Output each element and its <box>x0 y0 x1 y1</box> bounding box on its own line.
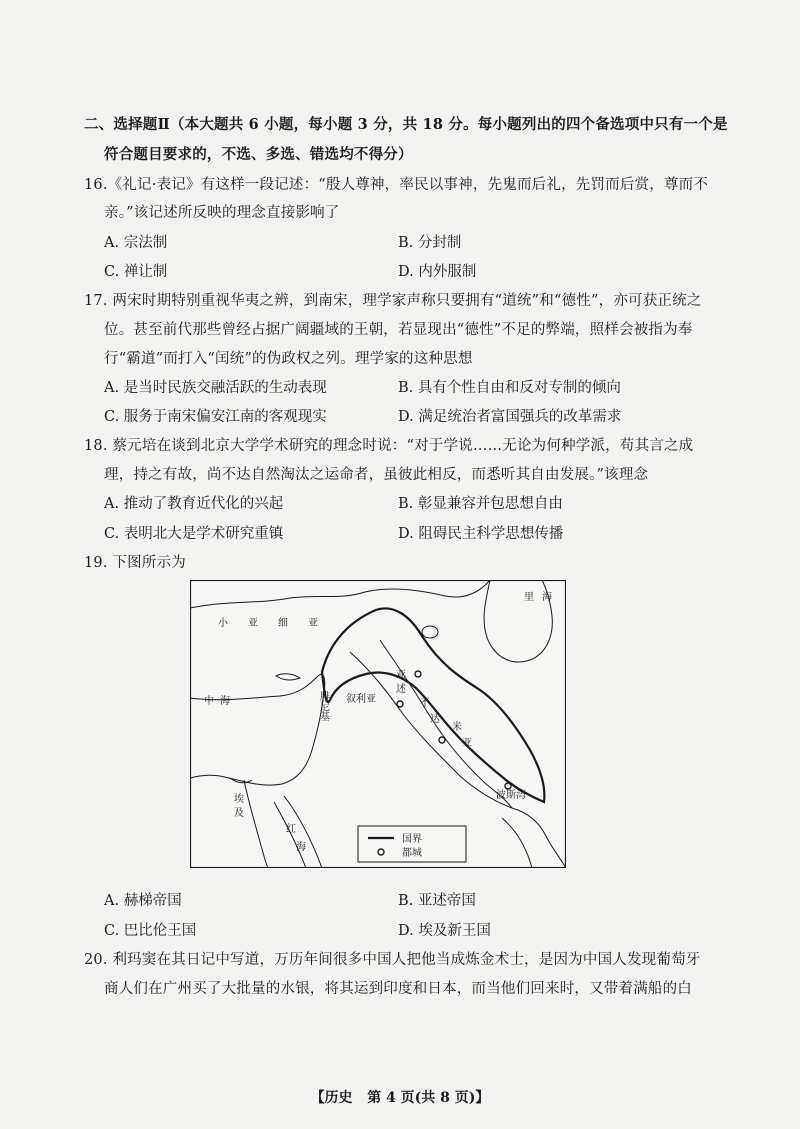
q16-option-b[interactable]: B. 分封制 <box>398 235 462 251</box>
q16-stem-line1: 16.《礼记·表记》有这样一段记述：“殷人尊神，率民以事神，先鬼而后礼，先罚而后赏，尊而不 <box>84 177 709 193</box>
q18-stem-line2: 理，持之有故，尚不达自然淘汰之运命者，虽彼此相反，而悉听其自由发展。”该理念 <box>104 467 649 483</box>
capital-marker-assur <box>397 701 403 707</box>
q17-option-b[interactable]: B. 具有个性自由和反对专制的倾向 <box>398 380 621 396</box>
q16-option-a[interactable]: A. 宗法制 <box>104 235 168 251</box>
capital-marker-nineveh <box>415 671 421 677</box>
q17-option-d[interactable]: D. 满足统治者富国强兵的改革需求 <box>398 409 622 425</box>
label-sea-1: 里 <box>524 592 534 603</box>
label-babylon-2: 亚 <box>462 738 472 749</box>
label-med-1: 中 <box>204 696 214 707</box>
section-header-line2: 符合题目要求的，不选、多选、错选均不得分） <box>104 146 413 163</box>
q18-option-d[interactable]: D. 阻碍民主科学思想传播 <box>398 526 564 542</box>
label-asia-minor-2: 亚 <box>248 618 258 629</box>
label-babylon-1: 米 <box>452 722 462 733</box>
q19-option-a[interactable]: A. 赫梯帝国 <box>104 893 182 909</box>
label-assyria-1: 亚 <box>396 670 406 681</box>
capital-marker-babylon <box>439 737 445 743</box>
label-phoenicia-3: 基 <box>320 712 330 723</box>
label-egypt-1: 埃 <box>234 794 244 805</box>
section-header-line1: 二、选择题Ⅱ（本大题共 6 小题，每小题 3 分，共 18 分。每小题列出的四个备选项中只有一个是 <box>84 116 728 133</box>
q19-option-d[interactable]: D. 埃及新王国 <box>398 923 491 939</box>
q17-stem-line3: 行“霸道”而打入“闰统”的伪政权之列。理学家的这种思想 <box>104 351 473 367</box>
footer-page-number: 第 4 页(共 8 页)】 <box>367 1090 490 1106</box>
legend-capital-symbol <box>378 849 384 855</box>
label-persian-gulf: 波斯湾 <box>496 790 526 801</box>
q18-option-c[interactable]: C. 表明北大是学术研究重镇 <box>104 526 284 542</box>
q20-stem-line2: 商人们在广州买了大批量的水银，将其运到印度和日本，而当他们回来时，又带着满船的白 <box>104 981 692 997</box>
label-egypt-2: 及 <box>234 808 244 819</box>
q18-option-a[interactable]: A. 推动了教育近代化的兴起 <box>104 496 284 512</box>
page-footer <box>0 1087 800 1107</box>
legend-boundary-label: 国界 <box>402 834 422 845</box>
q16-option-d[interactable]: D. 内外服制 <box>398 264 477 280</box>
q18-stem-line1: 18. 蔡元培在谈到北京大学学术研究的理念时说：“对于学说……无论为何种学派，苟其言之成 <box>84 438 694 454</box>
label-red-sea-1: 红 <box>286 824 296 835</box>
label-asia-minor-3: 细 <box>278 618 288 629</box>
label-asia-minor-1: 小 <box>218 618 228 629</box>
q17-option-a[interactable]: A. 是当时民族交融活跃的生动表现 <box>104 380 327 396</box>
label-assyria-2: 述 <box>396 684 406 695</box>
q19-stem: 19. 下图所示为 <box>84 555 186 571</box>
q17-stem-line2: 位。甚至前代那些曾经占据广阔疆域的王朝，若显现出“德性”不足的弊端，照样会被指为奉 <box>104 322 693 338</box>
ancient-near-east-map <box>190 580 566 868</box>
label-meso-2: 达 <box>430 714 440 725</box>
label-red-sea-2: 海 <box>296 842 306 853</box>
label-meso-1: 不 <box>420 698 430 709</box>
q17-stem-line1: 17. 两宋时期特别重视华夷之辨，到南宋，理学家声称只要拥有“道统”和“德性”，亦可获正统之 <box>84 293 702 309</box>
q16-option-c[interactable]: C. 禅让制 <box>104 264 168 280</box>
label-asia-minor-4: 亚 <box>308 618 318 629</box>
label-med-2: 海 <box>220 696 230 707</box>
capital-marker-gulf <box>505 783 511 789</box>
q20-stem-line1: 20. 利玛窦在其日记中写道，万历年间很多中国人把他当成炼金术士，是因为中国人发现葡萄牙 <box>84 952 701 968</box>
label-phoenicia-1: 腓 <box>320 692 330 703</box>
label-syria: 叙利亚 <box>346 694 376 705</box>
q17-option-c[interactable]: C. 服务于南宋偏安江南的客观现实 <box>104 409 327 425</box>
label-sea-2: 海 <box>542 592 552 603</box>
q19-option-b[interactable]: B. 亚述帝国 <box>398 893 476 909</box>
label-phoenicia-2: 尼 <box>320 702 330 713</box>
q18-option-b[interactable]: B. 彰显兼容并包思想自由 <box>398 496 563 512</box>
footer-subject: 【历史 <box>310 1090 353 1106</box>
q19-option-c[interactable]: C. 巴比伦王国 <box>104 923 197 939</box>
q16-stem-line2: 亲。”该记述所反映的理念直接影响了 <box>104 205 340 221</box>
legend-capital-label: 都城 <box>402 848 422 859</box>
